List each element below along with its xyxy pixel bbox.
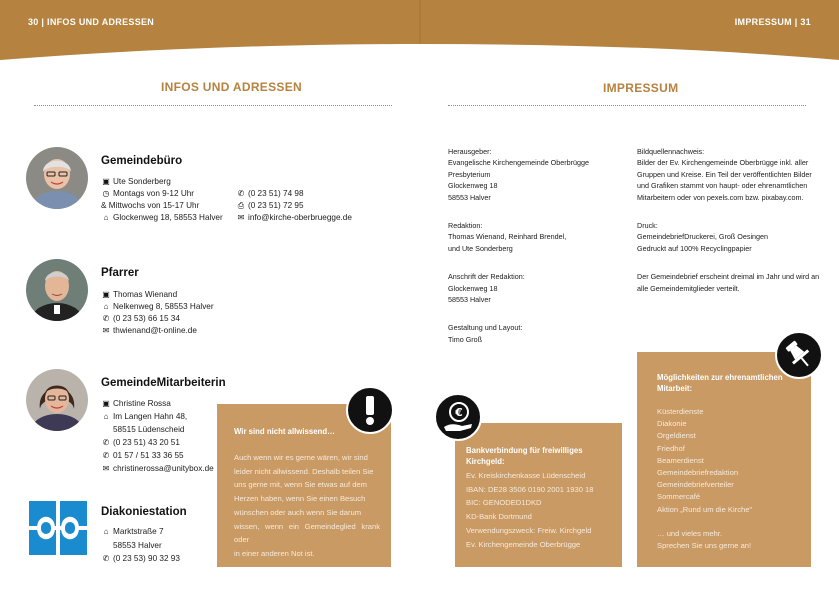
box-line: Sprechen Sie uns gerne an! [657,541,752,551]
home-icon: ⌂ [103,302,109,311]
box-not-omniscient-title: Wir sind nicht allwissend… [234,427,335,436]
mitarbeiterin-email[interactable]: christinerossa@unitybox.de [113,464,214,473]
box-line: Gemeindebriefverteiler [657,480,734,490]
box-line: Auch wenn wir es gerne wären, wir sind [234,453,368,462]
phone-icon: ✆ [102,438,110,447]
impressum-line: Anschrift der Redaktion: [448,272,525,282]
impressum-line: Bilder der Ev. Kirchengemeinde Oberbrügge inkl. aller [637,158,809,168]
pfarrer-name-row [101,289,177,300]
mitarbeiterin-title: GemeindeMitarbeiterin [101,377,226,389]
impressum-line: GemeindebriefDruckerei, Groß Oesingen [637,232,769,242]
mitarbeiterin-name-row [101,398,171,409]
impressum-line: Redaktion: [448,221,483,231]
pfarrer-title: Pfarrer [101,267,139,279]
avatar-gemeindebuero [26,147,88,209]
impressum-line: 58553 Halver [448,295,491,305]
gemeindebuero-fax-row [236,200,304,211]
mitarbeiterin-phone: (0 23 51) 43 20 51 [113,438,180,447]
mitarbeiterin-address-row [101,411,187,422]
impressum-line: Druck: [637,221,658,231]
impressum-line: alle Gemeindemitglieder verteilt. [637,283,740,293]
header-right: IMPRESSUM | 31 [734,17,811,27]
box-not-omniscient-text [234,451,380,561]
box-line: Friedhof [657,443,685,453]
pfarrer-phone: (0 23 53) 66 15 34 [113,314,180,323]
gemeindebuero-phone-row [236,188,304,199]
divider-right [448,105,806,106]
home-icon: ⌂ [103,527,109,536]
impressum-line: 58553 Halver [448,192,491,202]
box-volunteer-title-1: Möglichkeiten zur ehrenamtlichen [657,373,783,382]
pfarrer-address-row [101,301,214,312]
impressum-line: Gestaltung und Layout: [448,323,523,333]
box-line: Sommercafé [657,492,701,502]
home-icon: ⌂ [103,213,109,222]
box-line: Aktion „Rund um die Kirche" [657,504,753,514]
impressum-line: Mitarbeitern oder von pexels.com bzw. pixabay.com. [637,192,804,202]
euro-hand-icon [434,393,482,441]
phone-icon: ✆ [237,189,245,198]
page-title-right: IMPRESSUM [603,81,679,95]
box-line: uns gerne mit, wenn Sie etwas auf dem [234,480,367,490]
box-line: KD-Bank Dortmund [466,512,532,522]
impressum-line: Thomas Wienand, Reinhard Brendel, [448,232,567,242]
box-line: BIC: GENODED1DKD [466,498,542,508]
impressum-line: und Ute Sonderberg [448,243,513,253]
impressum-line: Presbyterium [448,169,491,179]
impressum-line: Evangelische Kirchengemeinde Oberbrügge [448,158,590,168]
gemeindebuero-title: Gemeindebüro [101,155,183,167]
pfarrer-name: Thomas Wienand [113,290,178,299]
divider-left [34,105,392,106]
gemeindebuero-name: Ute Sonderberg [113,177,171,186]
box-line: wissen, wenn ein Gemeindeglied krank oder [234,521,380,545]
box-line: Gemeindebriefredaktion [657,468,739,478]
pfarrer-phone-row [101,313,180,324]
box-line: Beamerdienst [657,455,704,465]
clock-icon: ◷ [102,189,110,198]
gemeindebuero-phone: (0 23 51) 74 98 [248,189,304,198]
box-line: Ev. Kirchengemeinde Oberbrügge [466,539,581,549]
box-line: Verwendungszweck: Freiw. Kirchgeld [466,525,592,535]
box-line: IBAN: DE28 3506 0190 2001 1930 18 [466,484,594,494]
mitarbeiterin-phone-row [101,437,180,448]
phone-icon: ✆ [102,554,110,563]
mitarbeiterin-email-row [101,463,214,474]
impressum-line: Timo Groß [448,334,483,344]
impressum-line: Gruppen und Kreise. Ein Teil der veröffentlichten Bilder [637,169,812,179]
svg-text:€: € [455,406,463,419]
impressum-right [637,146,819,294]
box-volunteer [637,352,811,567]
box-line: Herzen haben, wenn Sie einen Besuch [234,494,366,504]
avatar-pfarrer [26,259,88,321]
diakonie-address2: 58553 Halver [113,541,162,550]
gemeindebuero-hours2: & Mittwochs von 15-17 Uhr [101,201,200,210]
box-line: wünschen oder auch wenn Sie darum [234,507,362,517]
gemeindebuero-hours1: Montags von 9-12 Uhr [113,189,195,198]
box-line: Diakonie [657,419,687,429]
gemeindebuero-address: Glockenweg 18, 58553 Halver [113,213,223,222]
impressum-line: Bildquellennachweis: [637,147,705,156]
box-bank-text [466,469,594,551]
pfarrer-address: Nelkenweg 8, 58553 Halver [113,302,214,311]
diakonie-address1: Marktstraße 7 [113,527,164,536]
home-icon: ⌂ [103,412,109,421]
avatar-mitarbeiterin [26,369,88,431]
impressum-left [448,146,589,345]
box-line: Küsterdienste [657,407,704,416]
mitarbeiterin-mobile-row [101,450,184,461]
mitarbeiterin-name: Christine Rossa [113,399,171,408]
box-line: Ev. Kreiskirchenkasse Lüdenscheid [466,471,586,480]
box-line [657,516,752,528]
id-card-icon: ▣ [102,177,110,186]
fax-icon: ⎙ [237,201,245,210]
impressum-line: Herausgeber: [448,147,492,156]
mitarbeiterin-address1: Im Langen Hahn 48, [113,412,188,421]
header-left: 30 | INFOS UND ADRESSEN [28,17,155,27]
pfarrer-email-row [101,325,197,336]
box-line: … und vieles mehr. [657,529,722,539]
box-line: Orgeldienst [657,431,696,441]
box-line: leider nicht allwissend. Deshalb teilen Sie [234,466,374,476]
gemeindebuero-hours-row [101,188,194,199]
box-line: in einer anderen Not ist. [234,548,315,558]
box-volunteer-title-2: Mitarbeit: [657,384,693,393]
pfarrer-email[interactable]: thwienand@t-online.de [113,326,197,335]
header-band [0,0,839,80]
gemeindebuero-email-row [236,212,352,223]
impressum-line: Glockenweg 18 [448,283,498,293]
page-title-left: INFOS UND ADRESSEN [161,80,302,94]
id-card-icon: ▣ [102,399,110,408]
phone-icon: ✆ [102,314,110,323]
exclamation-icon [346,386,394,434]
mitarbeiterin-address2: 58515 Lüdenscheid [113,425,185,434]
gemeindebuero-fax: (0 23 51) 72 95 [248,201,304,210]
diakonie-phone-row [101,553,180,564]
gemeindebuero-email[interactable]: info@kirche-oberbruegge.de [248,213,352,222]
box-bank [455,423,622,567]
mail-icon: ✉ [237,213,245,222]
impressum-line: Der Gemeindebrief erscheint dreimal im Jahr und wird an [637,272,820,282]
diakonie-logo [29,501,87,555]
impressum-line: Gedruckt auf 100% Recyclingpapier [637,243,752,253]
diakonie-phone: (0 23 53) 90 32 93 [113,554,180,563]
impressum-line: und Grafiken stammt von haupt- oder ehrenamtlichen [637,181,808,191]
phone-icon: ✆ [102,451,110,460]
pin-icon [775,331,823,379]
diakonie-address-row [101,526,164,537]
mail-icon: ✉ [102,464,110,473]
mitarbeiterin-mobile: 01 57 / 51 33 36 55 [113,451,184,460]
diakonie-title: Diakoniestation [101,506,187,518]
gemeindebuero-name-row [101,176,171,187]
box-volunteer-text [657,406,752,552]
mail-icon: ✉ [102,326,110,335]
gemeindebuero-address-row [101,212,223,223]
box-bank-title: Bankverbindung für freiwilliges Kirchgeld: [466,446,583,466]
id-card-icon: ▣ [102,290,110,299]
impressum-line: Glockenweg 18 [448,181,498,191]
